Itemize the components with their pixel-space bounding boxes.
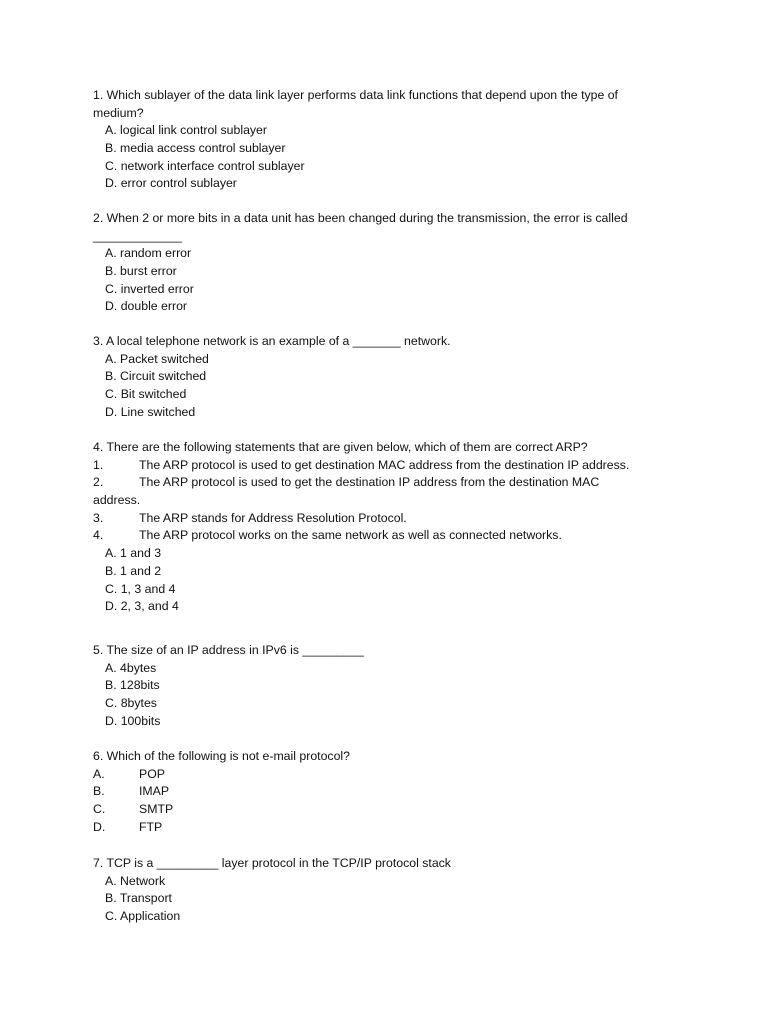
question-text: 1. Which sublayer of the data link layer performs data link functions that depend upon the type of xyxy=(93,88,618,102)
answer-option: D. 100bits xyxy=(105,713,161,728)
answer-option: B. media access control sublayer xyxy=(105,141,286,156)
answer-option xyxy=(93,766,753,784)
answer-option: A. 1 and 3 xyxy=(105,546,162,561)
statement-text: The ARP protocol works on the same network as well as connected networks. xyxy=(139,528,562,543)
answer-option: B. 128bits xyxy=(105,678,160,693)
option-letter: A. xyxy=(93,766,105,781)
answer-option: C. Application xyxy=(105,909,181,924)
answer-option: B. Transport xyxy=(105,891,172,906)
answer-option: B. 1 and 2 xyxy=(105,563,162,578)
question-text: 7. TCP is a _________ layer protocol in the TCP/IP protocol stack xyxy=(93,856,451,870)
statement-number: 3. xyxy=(93,510,104,525)
question-text: medium? xyxy=(93,105,144,120)
answer-option: C. 8bytes xyxy=(105,696,157,711)
option-letter: C. xyxy=(93,802,106,817)
answer-option xyxy=(93,783,753,801)
statement-continuation: address. xyxy=(93,493,141,508)
answer-option: A. Network xyxy=(105,873,166,888)
question-text: 5. The size of an IP address in IPv6 is _________ xyxy=(93,643,364,657)
answer-option: A. Packet switched xyxy=(105,351,209,366)
option-text: SMTP xyxy=(139,802,174,817)
answer-option: D. double error xyxy=(105,299,188,314)
question-4 xyxy=(93,439,753,616)
option-text: POP xyxy=(139,766,165,781)
option-letter: D. xyxy=(93,819,106,834)
answer-option: B. Circuit switched xyxy=(105,369,207,384)
statement-item xyxy=(93,527,753,545)
statement-item xyxy=(93,510,753,528)
question-1 xyxy=(93,87,753,193)
answer-option: A. logical link control sublayer xyxy=(105,123,267,138)
statement-item xyxy=(93,474,753,492)
question-7 xyxy=(93,855,753,926)
question-text: 3. A local telephone network is an example of a _______ network. xyxy=(93,334,451,348)
statement-number: 1. xyxy=(93,457,104,472)
statement-number: 2. xyxy=(93,475,104,490)
answer-option: C. 1, 3 and 4 xyxy=(105,581,176,596)
answer-option: A. random error xyxy=(105,246,192,261)
question-text: 2. When 2 or more bits in a data unit has been changed during the transmission, the error is called xyxy=(93,211,628,225)
answer-option xyxy=(93,801,753,819)
answer-option: B. burst error xyxy=(105,264,177,279)
statement-text: The ARP stands for Address Resolution Protocol. xyxy=(139,510,407,525)
answer-option: C. Bit switched xyxy=(105,387,187,402)
statement-text: The ARP protocol is used to get destination MAC address from the destination IP address. xyxy=(139,457,630,472)
option-letter: B. xyxy=(93,784,105,799)
answer-option: D. 2, 3, and 4 xyxy=(105,599,179,614)
answer-option: C. network interface control sublayer xyxy=(105,158,305,173)
statement-number: 4. xyxy=(93,528,104,543)
statement-text: The ARP protocol is used to get the destination IP address from the destination MAC xyxy=(139,475,600,490)
question-text: 6. Which of the following is not e-mail protocol? xyxy=(93,749,350,763)
question-3 xyxy=(93,333,753,421)
answer-option xyxy=(93,819,753,837)
question-blank: _____________ xyxy=(93,228,182,243)
question-5 xyxy=(93,642,753,730)
option-text: IMAP xyxy=(139,784,170,799)
answer-option: D. error control sublayer xyxy=(105,176,237,191)
option-text: FTP xyxy=(139,819,163,834)
question-2 xyxy=(93,210,753,316)
answer-option: A. 4bytes xyxy=(105,660,157,675)
question-text: 4. There are the following statements that are given below, which of them are correct ARP? xyxy=(93,440,588,454)
question-6 xyxy=(93,748,753,836)
answer-option: C. inverted error xyxy=(105,281,194,296)
statement-item xyxy=(93,457,753,475)
answer-option: D. Line switched xyxy=(105,404,196,419)
